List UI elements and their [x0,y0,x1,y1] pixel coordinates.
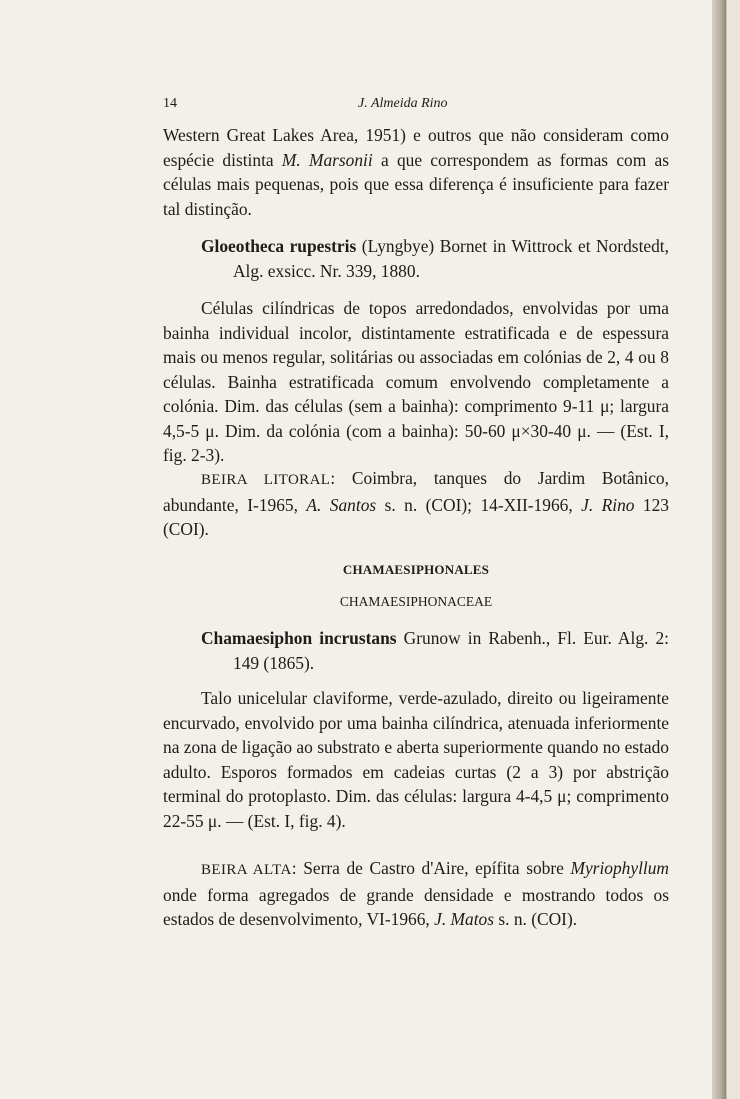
family-heading: CHAMAESIPHONACEAE [339,594,493,609]
intro-taxon: M. Marsonii [281,149,373,170]
species-heading-2 [163,626,669,675]
locality-2-text-b: onde forma agregados de grande densidade e mostrando todos os estados de desenvolvimento, VI-1966, [163,884,669,929]
locality-1-region: BEIRA LITORAL [201,472,331,488]
locality-1-text-c: 123 (COI). [163,494,669,539]
locality-1 [163,466,669,542]
locality-1-collector: A. Santos [306,494,377,515]
locality-1-text-b: s. n. (COI); 14-XII-1966, [376,494,582,515]
intro-text-c: a que correspondem as formas com as células mais pequenas, pois que essa diferença é insuficiente para fazer tal distinção. [163,149,669,219]
description-2 [163,686,669,833]
locality-2-text-a: : Serra de Castro d'Aire, epífita sobre [291,858,571,878]
page-edge [712,0,726,1099]
page-header [163,96,663,118]
description-1 [163,296,669,468]
species-heading-1 [163,234,669,283]
intro-paragraph [163,123,669,221]
species-name-1: Gloeotheca rupestris [201,236,357,256]
intro-text-a: Western Great Lakes Area, 1951) e outros que não consideram como espécie distinta [163,125,669,170]
locality-2-text-c: s. n. (COI). [494,909,578,929]
locality-2-host: Myriophyllum [570,858,669,878]
species-authority-1: (Lyngbye) Bornet in Wittrock et Nordstedt, Alg. exsicc. Nr. 339, 1880. [233,236,669,281]
page-number: 14 [163,96,177,111]
locality-1-collector-2: J. Rino [581,494,635,515]
locality-2-region: BEIRA ALTA [201,862,292,878]
locality-1-text-a: : Coimbra, tanques do Jardim Botânico, abundante, I-1965, [163,468,669,515]
locality-2 [163,856,669,932]
description-2-text: Talo unicelular claviforme, verde-azulado, direito ou ligeiramente encurvado, envolvido por uma bainha cilíndrica, atenuada inferiormente na zona de ligação ao substrato e aberta superiormente quando no estado adulto. Esporos formados em cadeias curtas (2 a 3) por abstrição terminal do protoplasto. Dim. das células: largura 4-4,5 μ; comprimento 22-55 μ. — (Est. I, fig. 4). [163,688,669,831]
description-1-text: Células cilíndricas de topos arredondados, envolvidas por uma bainha individual incolor, distintamente estratificada e de espessura mais ou menos regular, solitárias ou associadas em colónias de 2, 4 ou 8 células. Bainha estratificada comum envolvendo completamente a colónia. Dim. das células (sem a bainha): comprimento 9-11 μ; largura 4,5-5 μ. Dim. da colónia (com a bainha): 50-60 μ×30-40 μ. — (Est. I, fig. 2-3). [163,298,669,465]
locality-2-collector: J. Matos [434,909,495,929]
species-authority-2: Grunow in Rabenh., Fl. Eur. Alg. 2: 149 (1865). [233,628,670,673]
species-name-2: Chamaesiphon incrustans [201,628,397,648]
order-heading: CHAMAESIPHONALES [342,562,490,577]
running-head: J. Almeida Rino [358,96,448,111]
